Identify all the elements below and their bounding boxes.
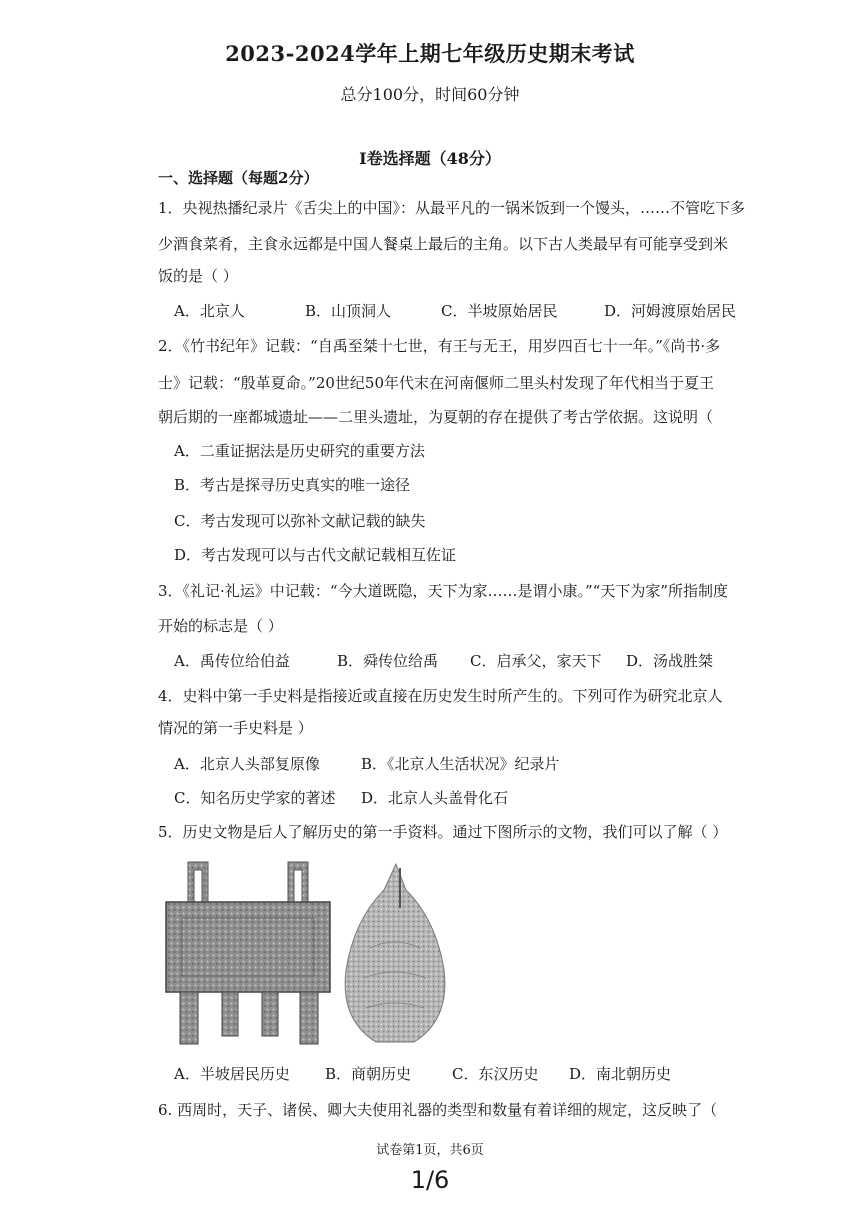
q4-line-2: 情况的第一手史料是 ） bbox=[158, 719, 313, 737]
bronze-vessel-image bbox=[340, 858, 450, 1048]
q3-option-d: D．汤战胜桀 bbox=[626, 652, 714, 670]
q4-option-c: C．知名历史学家的著述 bbox=[174, 789, 336, 807]
q3-option-c: C．启承父，家天下 bbox=[470, 652, 602, 670]
q2-line-1: 2．《竹书纪年》记载：“自禹至桀十七世，有王与无王，用岁四百七十一年。”《尚书·多 bbox=[158, 337, 721, 355]
q3-line-2: 开始的标志是（ ） bbox=[158, 617, 283, 635]
q1-option-c: C．半坡原始居民 bbox=[441, 302, 558, 320]
bronze-ding-image bbox=[158, 858, 338, 1048]
q3-option-b: B．舜传位给禹 bbox=[337, 652, 439, 670]
page-indicator: 1/6 bbox=[410, 1166, 450, 1194]
part-title: Ⅰ卷选择题（48分） bbox=[359, 149, 501, 168]
q1-line-2: 少酒食菜肴，主食永远都是中国人餐桌上最后的主角。以下古人类最早有可能享受到米 bbox=[158, 235, 729, 253]
q4-option-a: A．北京人头部复原像 bbox=[174, 755, 320, 773]
q3-line-1: 3．《礼记·礼运》中记载：“今大道既隐，天下为家……是谓小康。”“天下为家”所指制度 bbox=[158, 582, 728, 600]
q2-option-c: C．考古发现可以弥补文献记载的缺失 bbox=[174, 512, 426, 530]
q5-option-d: D．南北朝历史 bbox=[569, 1065, 672, 1083]
q1-option-d: D．河姆渡原始居民 bbox=[604, 302, 737, 320]
q2-option-d: D．考古发现可以与古代文献记载相互佐证 bbox=[174, 546, 457, 564]
q4-line-1: 4．史料中第一手史料是指接近或直接在历史发生时所产生的。下列可作为研究北京人 bbox=[158, 687, 723, 705]
section-heading: 一、选择题（每题2分） bbox=[158, 169, 319, 187]
q4-option-b: B．《北京人生活状况》纪录片 bbox=[361, 755, 560, 773]
q5-option-b: B．商朝历史 bbox=[325, 1065, 412, 1083]
q6-line-1: 6. 西周时，天子、诸侯、卿大夫使用礼器的类型和数量有着详细的规定，这反映了（ bbox=[158, 1101, 718, 1119]
exam-subtitle: 总分100分，时间60分钟 bbox=[340, 85, 520, 104]
q3-option-a: A．禹传位给伯益 bbox=[174, 652, 290, 670]
exam-title: 2023-2024学年上期七年级历史期末考试 bbox=[225, 41, 635, 66]
q5-option-a: A．半坡居民历史 bbox=[174, 1065, 290, 1083]
q2-line-2: 士》记载：“殷革夏命。”20世纪50年代末在河南偃师二里头村发现了年代相当于夏王 bbox=[158, 374, 715, 392]
q5-line-1: 5．历史文物是后人了解历史的第一手资料。通过下图所示的文物，我们可以了解（ ） bbox=[158, 823, 728, 841]
q1-option-a: A．北京人 bbox=[174, 302, 245, 320]
q1-line-3: 饭的是（ ） bbox=[158, 267, 238, 285]
q1-line-1: 1．央视热播纪录片《舌尖上的中国》：从最平凡的一锅米饭到一个馒头，……不管吃下多 bbox=[158, 199, 746, 217]
q1-option-b: B．山顶洞人 bbox=[305, 302, 392, 320]
q2-option-b: B．考古是探寻历史真实的唯一途径 bbox=[174, 476, 411, 494]
q2-line-3: 朝后期的一座都城遗址——二里头遗址，为夏朝的存在提供了考古学依据。这说明（ bbox=[158, 408, 714, 426]
q4-option-d: D．北京人头盖骨化石 bbox=[361, 789, 509, 807]
page-footer: 试卷第1页，共6页 bbox=[376, 1143, 484, 1158]
q2-option-a: A．二重证据法是历史研究的重要方法 bbox=[174, 442, 425, 460]
q5-option-c: C．东汉历史 bbox=[452, 1065, 539, 1083]
